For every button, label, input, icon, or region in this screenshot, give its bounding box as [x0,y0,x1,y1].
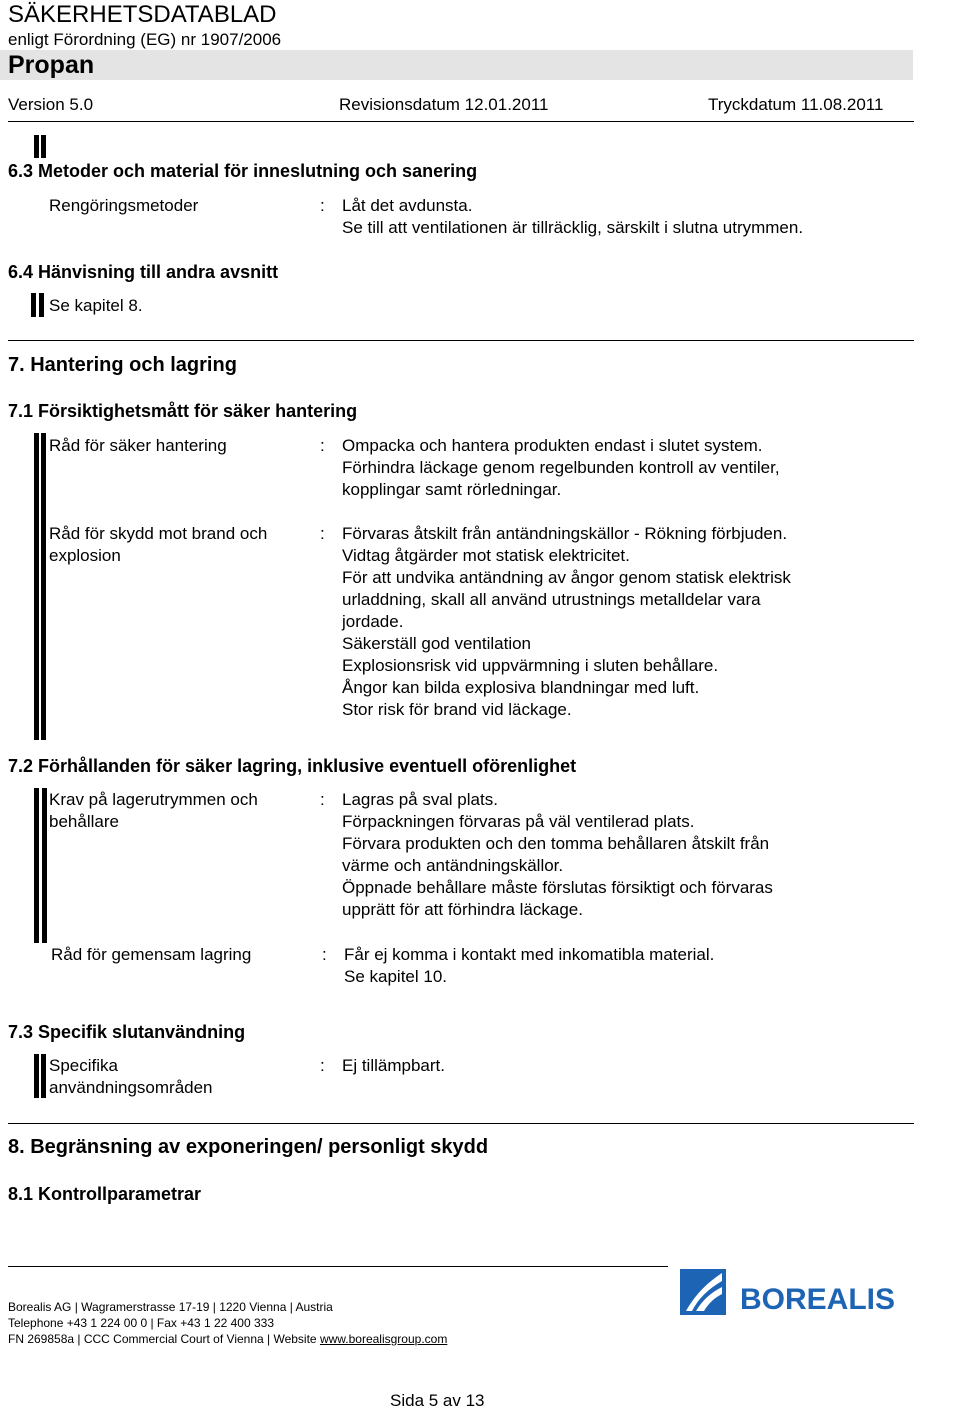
fire-protection-label [49,523,309,567]
footer-address: Borealis AG | Wagramerstrasse 17-19 | 1220 Vienna | Austria [8,1300,333,1314]
common-storage-label: Råd för gemensam lagring [51,945,252,964]
section-8-1-title: 8.1 Kontrollparametrar [8,1184,202,1204]
text-line: Ångor kan bilda explosiva blandningar med luft. [342,678,700,697]
text-line: Krav på lagerutrymmen och [49,790,258,809]
change-bar [34,1054,39,1098]
storage-requirements-label [49,789,309,833]
change-bar [41,1054,46,1098]
footer-registry [8,1332,447,1346]
text-line: Se till att ventilationen är tillräcklig, särskilt i slutna utrymmen. [342,218,804,237]
section-6-3-title: 6.3 Metoder och material för inneslutning och sanering [8,161,478,181]
footer-phone: Telephone +43 1 224 00 0 | Fax +43 1 22 400 333 [8,1316,275,1330]
section-7-2-title: 7.2 Förhållanden för säker lagring, inklusive eventuell oförenlighet [8,756,577,776]
version: Version 5.0 [8,95,94,114]
change-bar [34,433,39,740]
change-bar [34,788,39,943]
change-bar [39,293,44,317]
common-storage-value [344,944,904,988]
text-line: Förpackningen förvaras på väl ventilerad plats. [342,812,695,831]
text-line: Förhindra läckage genom regelbunden kontroll av ventiler, [342,458,780,477]
text-line: kopplingar samt rörledningar. [342,480,562,499]
colon: : [320,1056,325,1075]
borealis-logo-mark [680,1267,955,1317]
header-divider [8,121,914,122]
colon: : [320,436,325,455]
colon: : [320,524,325,543]
website-link[interactable]: www.borealisgroup.com [319,1332,448,1346]
section-divider [8,340,914,341]
text-line: Lagras på sval plats. [342,790,498,809]
text-line: behållare [49,812,119,831]
safe-handling-label: Råd för säker hantering [49,436,227,455]
cleaning-methods-value [342,195,902,239]
footer-divider [8,1266,668,1267]
product-name: Propan [8,51,95,79]
text-line: Förvara produkten och den tomma behållaren åtskilt från [342,834,770,853]
colon: : [320,790,325,809]
change-bar [34,135,39,158]
text-line: Stor risk för brand vid läckage. [342,700,572,719]
text-line: Får ej komma i kontakt med inkomatibla material. [344,945,715,964]
text-line: explosion [49,546,121,565]
text-line: jordade. [342,612,404,631]
change-bar [41,433,46,740]
cleaning-methods-label: Rengöringsmetoder [49,196,199,215]
text-line: Specifika [49,1056,118,1075]
fire-protection-value [342,523,902,721]
text-line: Vidtag åtgärder mot statisk elektricitet. [342,546,630,565]
change-bar [41,135,46,158]
section-7-1-title: 7.1 Försiktighetsmått för säker hantering [8,401,358,421]
text-line: För att undvika antändning av ångor genom statisk elektrisk [342,568,791,587]
see-chapter-8: Se kapitel 8. [49,296,143,315]
regulation-reference: enligt Förordning (EG) nr 1907/2006 [8,30,282,49]
text-line: Förvaras åtskilt från antändningskällor - Rökning förbjuden. [342,524,788,543]
text-line: Råd för skydd mot brand och [49,524,268,543]
page-number: Sida 5 av 13 [390,1391,485,1410]
section-divider [8,1123,914,1124]
text-line: Öppnade behållare måste förslutas försiktigt och förvaras [342,878,773,897]
text-line: värme och antändningskällor. [342,856,564,875]
document-type: SÄKERHETSDATABLAD [8,1,277,28]
colon: : [322,945,327,964]
text-line: användningsområden [49,1078,213,1097]
colon: : [320,196,325,215]
section-8-title: 8. Begränsning av exponeringen/ personligt skydd [8,1136,489,1158]
logo-text: BOREALIS [740,1283,896,1316]
text-line: Explosionsrisk vid uppvärmning i sluten behållare. [342,656,719,675]
section-7-title: 7. Hantering och lagring [8,354,237,376]
borealis-logo [680,1267,955,1317]
product-bar [0,50,913,80]
text-line: Se kapitel 10. [344,967,448,986]
safe-handling-value [342,435,902,501]
text-line: Ompacka och hantera produkten endast i slutet system. [342,436,763,455]
change-bar [42,788,47,943]
revision-date: Revisionsdatum 12.01.2011 [339,95,549,114]
specific-uses-value: Ej tillämpbart. [342,1056,445,1075]
section-7-3-title: 7.3 Specifik slutanvändning [8,1022,246,1042]
text-line: Säkerställ god ventilation [342,634,532,653]
text-line: urladdning, skall all använd utrustnings metalldelar vara [342,590,761,609]
change-bar [31,293,36,317]
specific-uses-label [49,1055,309,1099]
section-6-4-title: 6.4 Hänvisning till andra avsnitt [8,262,279,282]
print-date: Tryckdatum 11.08.2011 [708,95,884,114]
text-line: upprätt för att förhindra läckage. [342,900,583,919]
text-line: Låt det avdunsta. [342,196,473,215]
storage-requirements-value [342,789,902,921]
footer-registry-text: FN 269858a | CCC Commercial Court of Vienna | Website [8,1332,320,1346]
